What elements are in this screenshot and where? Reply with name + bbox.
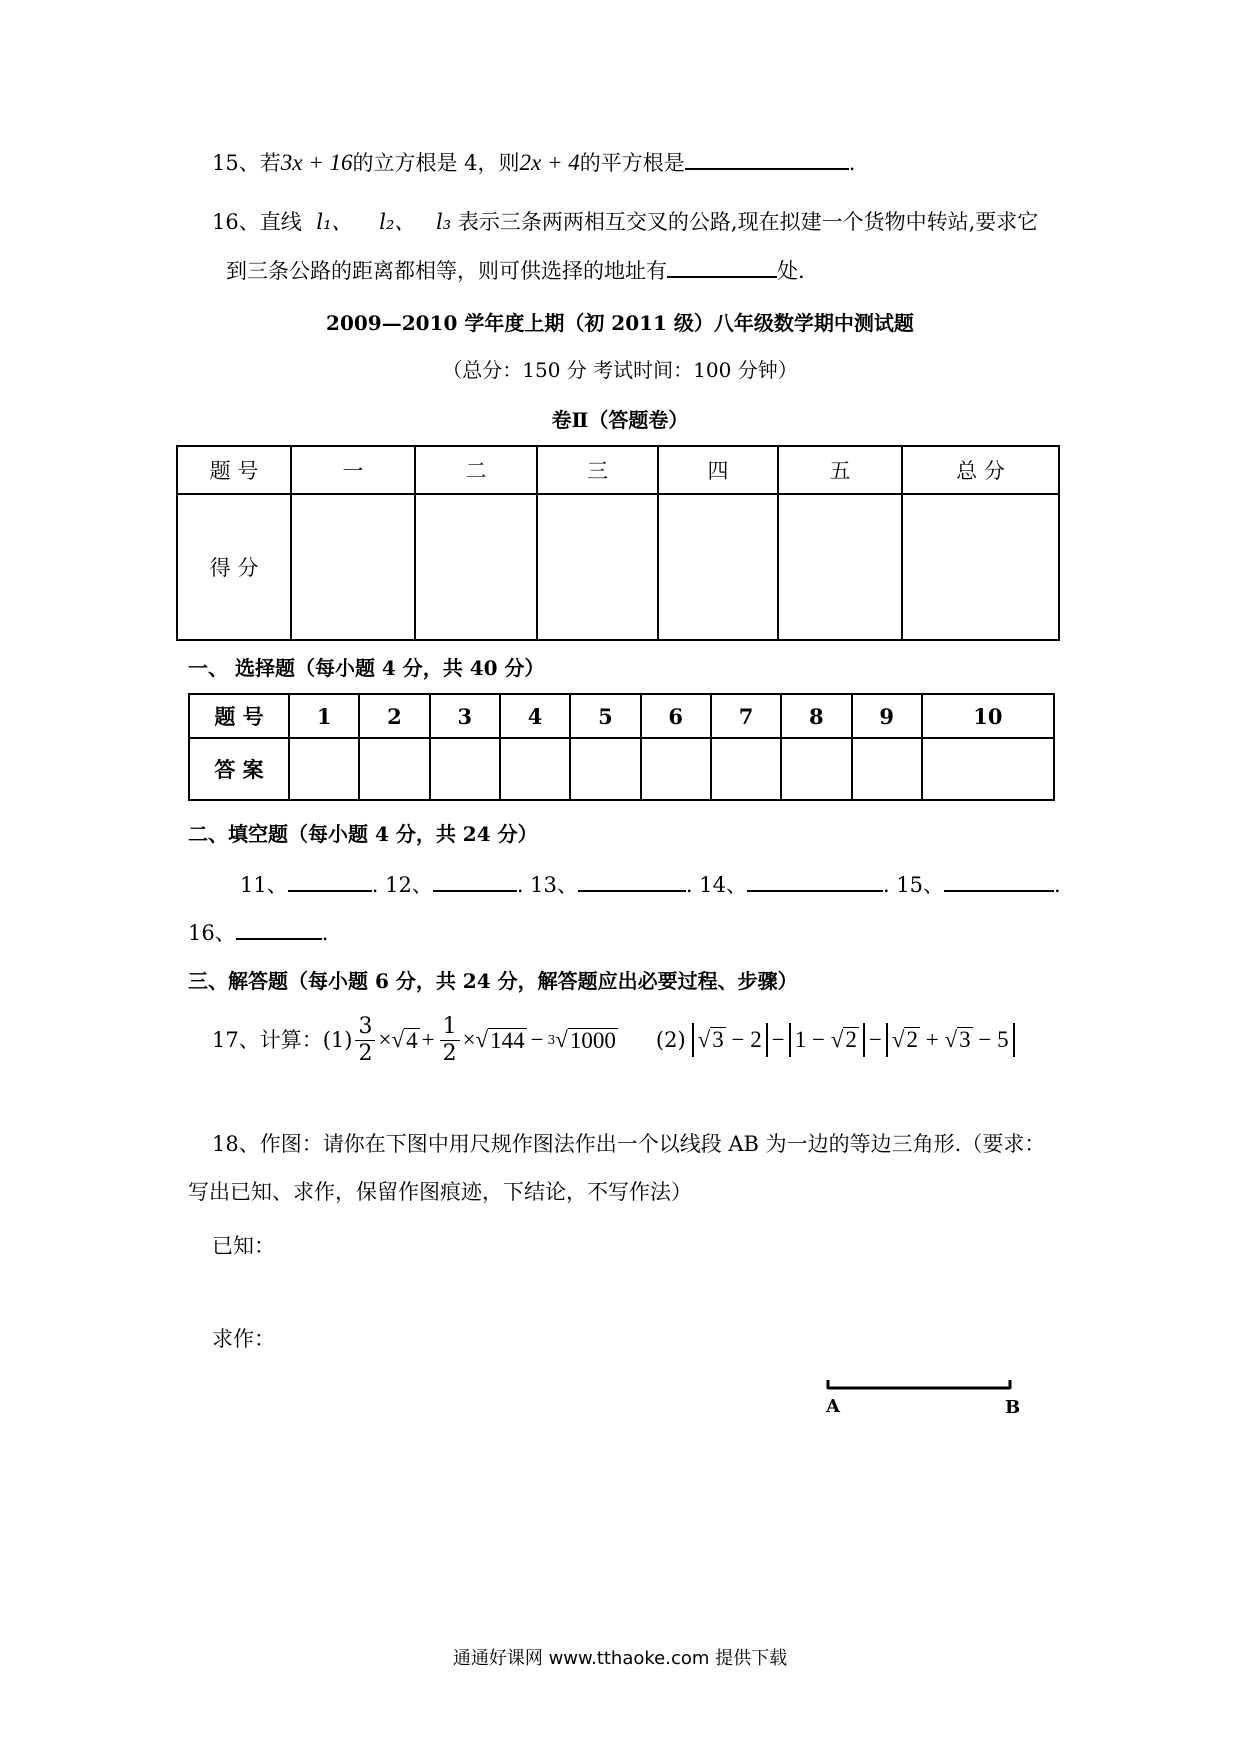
times-sign: × xyxy=(378,1027,392,1052)
choice-answer-cell[interactable] xyxy=(922,738,1054,800)
fill-blank-13[interactable] xyxy=(578,870,686,892)
score-input-cell[interactable] xyxy=(658,494,778,640)
choice-number: 1 xyxy=(289,694,359,738)
q17-fraction-2: $\frac{1}{2}$ xyxy=(440,1014,460,1067)
choice-answer-cell[interactable] xyxy=(781,738,851,800)
q17-radicand-4: 4 xyxy=(406,1027,418,1053)
fill-label-11: 11、 xyxy=(240,873,288,897)
q16-line-2: l₂、 xyxy=(379,210,416,234)
score-input-cell[interactable] xyxy=(902,494,1059,640)
known-label: 已知： xyxy=(212,1234,275,1258)
q16-line2a: 到三条公路的距离都相等，则可供选择的地址有 xyxy=(226,259,667,283)
score-header-cell: 一 xyxy=(291,446,415,494)
fill-label-15: . 15、 xyxy=(882,873,945,897)
section3-title: 三、解答题（每小题 6 分，共 24 分，解答题应出必要过程、步骤） xyxy=(188,969,798,993)
q15-expr2: 2x + 4 xyxy=(519,150,580,175)
choice-answer-cell[interactable] xyxy=(570,738,640,800)
choice-answer-cell[interactable] xyxy=(430,738,500,800)
radicand: 2 xyxy=(906,1027,918,1052)
score-header-cell: 四 xyxy=(658,446,778,494)
score-header-cell: 二 xyxy=(415,446,537,494)
radicand: 3 xyxy=(959,1027,971,1052)
choice-row-label: 答 案 xyxy=(189,738,289,800)
section2-title: 二、填空题（每小题 4 分，共 24 分） xyxy=(188,822,538,846)
score-header-cell: 总 分 xyxy=(902,446,1059,494)
fill-label-14: . 14、 xyxy=(685,873,747,897)
question-18-line2: 写出已知、求作，保留作图痕迹，下结论，不写作法） xyxy=(188,1180,692,1204)
abs-value-2 xyxy=(789,1023,865,1057)
q16-line2b: 处. xyxy=(777,259,805,283)
fill-blank-16[interactable] xyxy=(236,918,322,940)
point-a-label: A xyxy=(826,1396,840,1417)
choice-row-label: 题 号 xyxy=(189,694,289,738)
fill-blank-11[interactable] xyxy=(288,870,372,892)
times-sign: × xyxy=(462,1027,476,1052)
sqrt-sign: √ xyxy=(475,1027,489,1052)
choice-number: 2 xyxy=(359,694,429,738)
fill-label-16: 16、 xyxy=(188,921,236,945)
choice-answer-table xyxy=(188,693,1055,801)
abs-head: 1 − xyxy=(794,1027,831,1052)
sqrt-sign: √ xyxy=(944,1027,958,1052)
score-header-cell: 三 xyxy=(537,446,658,494)
question-18-line1: 18、作图：请你在下图中用尺规作图法作出一个以线段 AB 为一边的等边三角形.（要求： xyxy=(212,1132,1046,1156)
choice-number: 5 xyxy=(570,694,640,738)
sqrt-sign: √ xyxy=(391,1027,405,1052)
sqrt-sign: √ xyxy=(891,1027,905,1052)
section1-title: 一、 选择题（每小题 4 分，共 40 分） xyxy=(188,656,545,680)
radicand: 2 xyxy=(845,1027,857,1052)
score-input-cell[interactable] xyxy=(778,494,902,640)
score-input-cell[interactable] xyxy=(415,494,537,640)
fill-end: . xyxy=(1054,873,1061,897)
question-15 xyxy=(212,148,855,177)
fill-blank-12[interactable] xyxy=(433,870,517,892)
choice-answer-cell[interactable] xyxy=(359,738,429,800)
choice-answer-cell[interactable] xyxy=(641,738,711,800)
question-16 xyxy=(212,208,1038,236)
score-header-cell: 题 号 xyxy=(177,446,291,494)
fill-blank-15[interactable] xyxy=(944,870,1054,892)
segment-ab xyxy=(820,1376,1020,1396)
fill-in-16 xyxy=(188,918,328,947)
abs-tail: − 2 xyxy=(725,1027,762,1052)
q15-suffix: 的平方根是 xyxy=(579,151,685,175)
q15-expr1: 3x + 16 xyxy=(280,150,353,175)
volume-title: 卷Ⅱ（答题卷） xyxy=(551,408,689,432)
radicand: 3 xyxy=(712,1027,724,1052)
q15-answer-blank[interactable] xyxy=(685,148,849,170)
cube-root-index: 3 xyxy=(547,1033,556,1047)
choice-number: 3 xyxy=(430,694,500,738)
q16-prefix: 16、直线 xyxy=(212,210,302,234)
footer-watermark: 通通好课网 www.tthaoke.com 提供下载 xyxy=(452,1648,788,1669)
exam-subtitle: （总分：150 分 考试时间：100 分钟） xyxy=(442,358,798,382)
plus-sign: + xyxy=(421,1027,435,1052)
choice-number: 8 xyxy=(781,694,851,738)
choice-number: 9 xyxy=(852,694,922,738)
q17-label: 17、计算：(1) xyxy=(212,1028,353,1052)
question-16-line2 xyxy=(226,256,805,285)
q17-part2-label: (2) xyxy=(655,1028,686,1052)
q17-radicand-1000: 1000 xyxy=(569,1027,616,1053)
sqrt-sign: √ xyxy=(830,1027,844,1052)
q15-mid: 的立方根是 4，则 xyxy=(352,151,520,175)
exam-title: 2009—2010 学年度上期（初 2011 级）八年级数学期中测试题 xyxy=(326,311,914,335)
minus-sign: − xyxy=(530,1027,544,1052)
q16-answer-blank[interactable] xyxy=(667,256,777,278)
q15-prefix: 15、若 xyxy=(212,151,281,175)
fill-16-end: . xyxy=(321,921,329,945)
choice-number: 6 xyxy=(641,694,711,738)
fill-in-answers xyxy=(240,870,1061,899)
find-label: 求作： xyxy=(212,1327,275,1351)
q16-line-1: l₁、 xyxy=(316,210,353,234)
minus-sign: − xyxy=(771,1027,785,1052)
point-b-label: B xyxy=(1005,1397,1021,1418)
question-17 xyxy=(212,1010,1015,1070)
abs-value-1 xyxy=(692,1023,768,1057)
fill-blank-14[interactable] xyxy=(747,870,883,892)
q16-line-3: l₃ xyxy=(436,210,452,234)
choice-answer-cell[interactable] xyxy=(852,738,922,800)
q15-end: . xyxy=(848,151,856,175)
choice-number: 7 xyxy=(711,694,781,738)
fill-label-12: . 12、 xyxy=(371,873,433,897)
score-input-cell[interactable] xyxy=(537,494,658,640)
plus-sign: + xyxy=(919,1027,945,1052)
score-row-label: 得 分 xyxy=(177,494,291,640)
sqrt-sign: √ xyxy=(555,1027,568,1052)
q17-fraction-1: $\frac{3}{2}$ xyxy=(355,1014,375,1067)
abs-value-3 xyxy=(886,1023,1015,1057)
q16-rest: 表示三条两两相互交叉的公路,现在拟建一个货物中转站,要求它 xyxy=(457,210,1039,234)
sqrt-sign: √ xyxy=(697,1027,711,1052)
choice-number: 10 xyxy=(922,694,1054,738)
choice-answer-cell[interactable] xyxy=(500,738,570,800)
score-input-cell[interactable] xyxy=(291,494,415,640)
score-table xyxy=(176,445,1060,641)
score-header-cell: 五 xyxy=(778,446,902,494)
q17-radicand-144: 144 xyxy=(490,1027,525,1053)
choice-number: 4 xyxy=(500,694,570,738)
choice-answer-cell[interactable] xyxy=(711,738,781,800)
choice-answer-cell[interactable] xyxy=(289,738,359,800)
fill-label-13: . 13、 xyxy=(516,873,578,897)
abs-tail: − 5 xyxy=(972,1027,1009,1052)
minus-sign: − xyxy=(868,1027,882,1052)
